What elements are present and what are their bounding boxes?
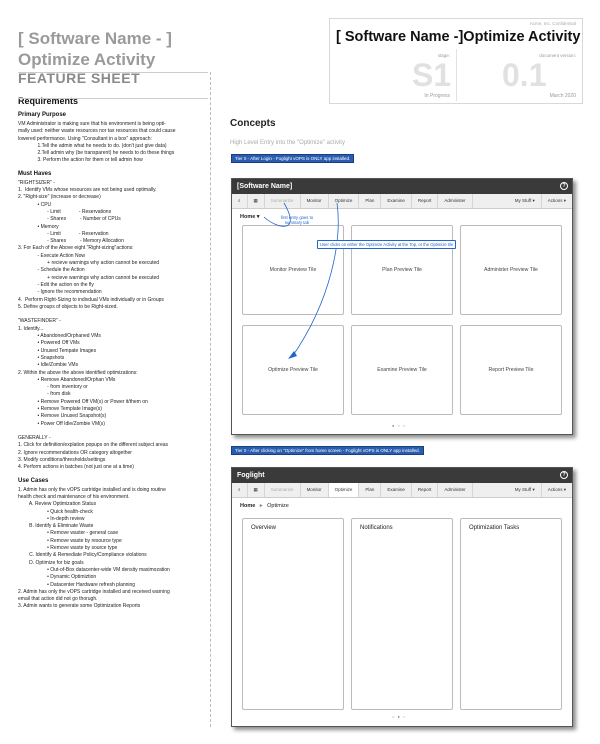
tab-monitor[interactable]: Monitor (301, 194, 329, 208)
my-stuff-menu[interactable]: My Stuff ▾ (509, 194, 542, 208)
doc-title-line2: Optimize Activity (18, 50, 156, 69)
tier-label-1: Tier 0 - After Login - Foglight vOPS is ONLY app installed. (231, 154, 354, 163)
optimization-tasks-panel[interactable] (460, 518, 562, 710)
pagination-dots[interactable]: ○ ● ○ (392, 714, 407, 719)
pagination-dots[interactable]: ● ○ ○ (392, 423, 407, 428)
stage-status: In Progress (424, 93, 450, 99)
app-title: [Software Name] (237, 183, 293, 190)
tab-report[interactable]: Report (412, 483, 439, 497)
breadcrumb-separator-icon: ▸ (259, 503, 263, 509)
concepts-heading: Concepts (230, 118, 276, 129)
must-haves-text: "RIGHTSIZER" - 1. Identify VMs whose resources are not being used optimally. 2. "Right-size" (increase or decrease) • CPU - Limit - Reservations - Shares - Number of CPUs • Memory - Limit - Reservation - Shares - Memory Allocation 3. For Each of the Above eight "Right-sizing"actions: - Execute Action Now + recieve warnings why action cannot be executed - Schedule the Action + recieve warnings why action cannot be executed - Edit the action on the fly - Ignore the recommendation 4. Perform Right-Sizing to indivdual VMs individually or in Groups 5. Define groups of objects to be Right-sized. "WASTEFINDER" - 1. Identify... • Abandoned/Orphaned VMs • Powered Off VMs • Unused Tempate Images • Snapshots • Idle/Zombie VMs 2. Within the above the above identified optimizations: • Remove Abandoned/Orphan VMs - from inventory or - from disk • Remove Powered Off VM(s) or Power it/them on • Remove Template Image(s) • Remove Unused Snapshot(s) • Power Off Idle/Zombie VM(s) GENERALLY - 1. Click for definition/explation popups on the different subject areas 2. Ignore recommendations OR category altogether 3. Modify conditions/thresholds/settings 4. Perform actions in batches (not just one at a time) (18, 179, 168, 471)
column-divider (210, 72, 211, 727)
panel-title: Optimization Tasks (469, 525, 520, 531)
panel-title: Notifications (360, 525, 393, 531)
requirements-heading: Requirements (18, 96, 79, 106)
breadcrumb-optimize[interactable]: Optimize (267, 503, 289, 509)
overview-panel[interactable] (242, 518, 344, 710)
search-icon[interactable]: ⌕ (232, 194, 248, 208)
actions-menu[interactable]: Actions ▾ (547, 487, 566, 492)
tile-label: Monitor Preview Tile (269, 267, 317, 273)
version-label: document version: (539, 53, 576, 58)
document-header (329, 18, 583, 104)
use-cases-text: 1. Admin has only the vOPS cartridge installed and is doing routine health check and maintenance of his environment. A. Review Optimization Status • Quick health-check • In-depth review B. Identify & Eliminate Waste • Remove waster - general case • Remove waste by resource type • Remove waste by source type C. Identify & Remediate Policy/Compliance violations D. Optimize for biz goals • Out-of-Box datacenter-wide VM density maximozation • Dynamic Optimiztion • Datacenter Hardware refresh planning 2. Admin has only the vOPS cartridge installed and received warning email that action did not go thorugh. 3. Admin wants to generate some Optimization Reports (18, 486, 170, 610)
tile-label: Examine Preview Tile (377, 367, 427, 373)
breadcrumb (240, 503, 572, 509)
tile-label: Administer Preview Tile (484, 267, 538, 273)
tab-summarize[interactable]: Summarize (265, 483, 301, 497)
header-divider (456, 49, 457, 101)
breadcrumb-home[interactable]: Home ▾ (240, 214, 260, 220)
primary-purpose-heading: Primary Purpose (18, 112, 67, 118)
tab-plan[interactable]: Plan (359, 194, 381, 208)
doc-title-line1: [ Software Name - ] (18, 29, 172, 48)
tile-label: Optimize Preview Tile (268, 367, 318, 373)
use-cases-heading: Use Cases (18, 477, 49, 484)
stage-label: stage: (437, 53, 450, 58)
search-icon[interactable]: ⌕ (232, 483, 248, 497)
panel-title: Overview (251, 525, 277, 531)
doc-subtitle: FEATURE SHEET (18, 70, 141, 86)
app-title: Foglight (237, 472, 265, 479)
tier-label-2: Tier 0 - After clicking on "Optimize" from home screen - Foglight vOPS is ONLY app installed. (231, 446, 424, 455)
arrow-optimize (292, 203, 338, 357)
tab-administer[interactable]: Administer (438, 194, 472, 208)
tab-examine[interactable]: Examine (381, 483, 412, 497)
stage-value: S1 (412, 57, 452, 93)
tab-examine[interactable]: Examine (381, 194, 412, 208)
tab-administer[interactable]: Administer (438, 483, 472, 497)
tab-summarize[interactable]: Summarize (265, 194, 301, 208)
help-icon[interactable]: ? (560, 471, 568, 479)
mockup-optimize-screen (231, 467, 573, 727)
must-haves-heading: Must Haves (18, 170, 52, 177)
grid-icon[interactable]: ▦ (248, 483, 265, 497)
primary-purpose-text: VM Administrator is making sure that his environment is being opti- mally used: neither waste resources nor tax resources that could cause lowered performance. Using "Consultant in a box" approach: 1.Tell the admin what he needs to do. (don't just give data) 2.Tell admin why (be transparent) he needs to do these things 3. Perform the action for them or tell admin how (18, 121, 176, 164)
grid-icon[interactable]: ▦ (248, 194, 265, 208)
version-date: March 2020 (549, 93, 576, 99)
mockup-home-screen (231, 178, 573, 435)
actions-menu[interactable]: Actions ▾ (547, 198, 566, 203)
app-titlebar (232, 468, 572, 483)
tab-monitor[interactable]: Monitor (301, 483, 329, 497)
tab-report[interactable]: Report (412, 194, 439, 208)
confidential-label: Acme, Inc. Confidential (529, 21, 576, 26)
divider (18, 98, 208, 99)
tab-optimize[interactable]: Optimize (329, 483, 360, 497)
feature-sheet-column (18, 28, 208, 611)
help-icon[interactable]: ? (560, 182, 568, 190)
annotation-user-clicks: User clicks on either the Optimize Activity at the Top, or the Optimize tile (317, 240, 456, 249)
activity-toolbar (232, 483, 572, 498)
my-stuff-menu[interactable]: My Stuff ▾ (509, 483, 542, 497)
tab-optimize[interactable]: Optimize (329, 194, 360, 208)
tile-label: Plan Preview Tile (382, 267, 422, 273)
tile-label: Report Preview Tile (488, 367, 534, 373)
divider (18, 72, 208, 73)
header-title: [ Software Name -]Optimize Activity (336, 29, 581, 45)
notifications-panel[interactable] (351, 518, 453, 710)
annotation-first-entry: first entry goes to summary tab (280, 215, 314, 225)
concepts-subheading: High Level Entry into the "Optimize" activity (230, 140, 345, 146)
tab-plan[interactable]: Plan (359, 483, 381, 497)
breadcrumb-home[interactable]: Home (240, 503, 256, 509)
version-value: 0.1 (502, 57, 547, 93)
